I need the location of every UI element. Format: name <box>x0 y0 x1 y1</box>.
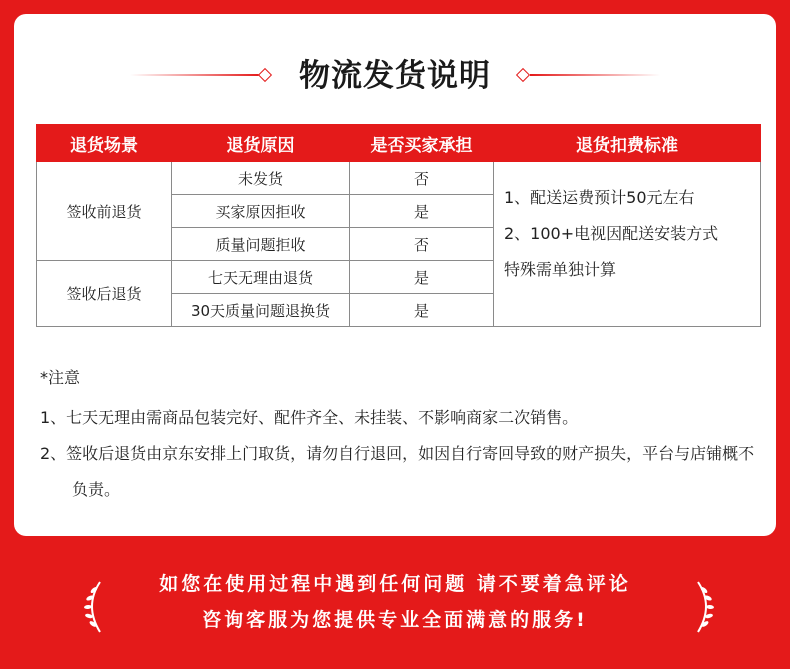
scene-cell: 签收前退货 <box>37 162 172 261</box>
reason-cell: 买家原因拒收 <box>172 195 350 228</box>
table-header-row <box>37 125 761 162</box>
return-policy-table <box>36 124 761 327</box>
footer-line-1: 如您在使用过程中遇到任何问题 请不要着急评论 <box>159 573 631 595</box>
fee-line: 1、配送运费预计50元左右 <box>504 188 695 207</box>
reason-cell: 质量问题拒收 <box>172 228 350 261</box>
laurel-right-icon <box>690 578 720 636</box>
fee-line: 特殊需单独计算 <box>504 260 617 279</box>
reason-cell: 30天质量问题退换货 <box>172 294 350 327</box>
reason-cell: 未发货 <box>172 162 350 195</box>
header-buyer-pays: 是否买家承担 <box>350 125 494 162</box>
notes-title: *注意 <box>40 368 81 387</box>
title-decoration-right <box>530 74 660 76</box>
footer-line-2: 咨询客服为您提供专业全面满意的服务! <box>202 609 588 631</box>
footer-message <box>0 566 790 638</box>
buyer-pays-cell: 否 <box>350 228 494 261</box>
table-row <box>37 162 761 195</box>
buyer-pays-cell: 否 <box>350 162 494 195</box>
header-fee-standard: 退货扣费标准 <box>494 125 761 162</box>
header-scene: 退货场景 <box>37 125 172 162</box>
header-reason: 退货原因 <box>172 125 350 162</box>
fee-standard-cell <box>494 162 761 327</box>
buyer-pays-cell: 是 <box>350 261 494 294</box>
reason-cell: 七天无理由退货 <box>172 261 350 294</box>
buyer-pays-cell: 是 <box>350 294 494 327</box>
page-title: 物流发货说明 <box>299 58 491 94</box>
buyer-pays-cell: 是 <box>350 195 494 228</box>
note-item: 1、七天无理由需商品包装完好、配件齐全、未挂装、不影响商家二次销售。 <box>40 408 579 427</box>
notes-section <box>40 365 760 508</box>
fee-line: 2、100+电视因配送安装方式 <box>504 224 719 243</box>
scene-cell: 签收后退货 <box>37 261 172 327</box>
note-item: 2、签收后退货由京东安排上门取货，请勿自行退回，如因自行寄回导致的财产损失，平台与店铺概不负责。 <box>40 444 755 499</box>
